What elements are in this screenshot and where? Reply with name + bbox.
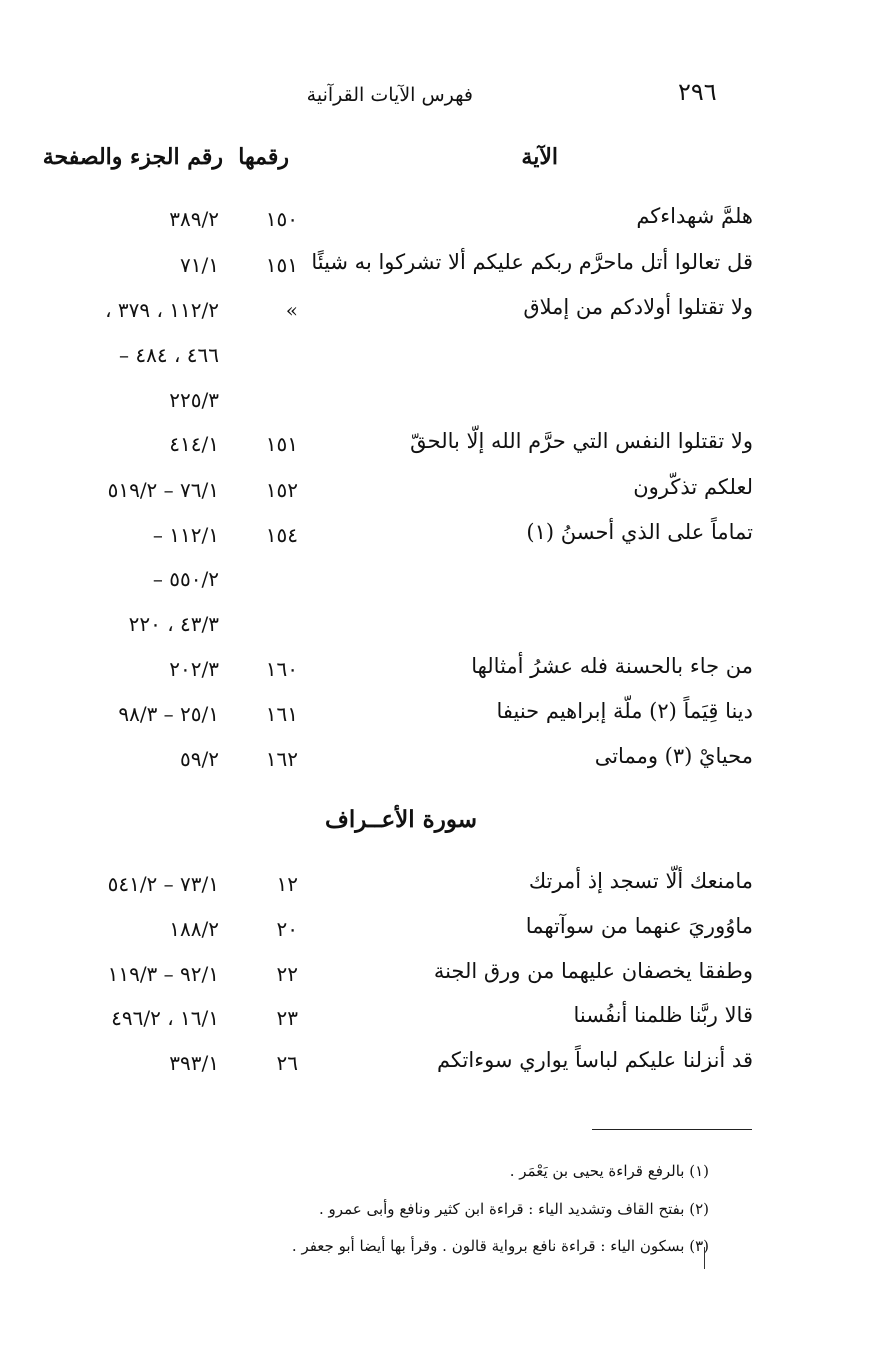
- entry-reference: ٧٣/١ – ٥٤١/٢: [107, 872, 219, 896]
- entry-number: ١٥٠: [265, 207, 298, 231]
- entry-ayah: قل تعالوا أتل ماحرَّم ربكم عليكم ألا تشركوا به شيئًا: [311, 250, 753, 274]
- entry-ayah: دينا قِيَماً (٢) ملّة إبراهيم حنيفا: [496, 699, 753, 723]
- entry-number: ١٥٤: [265, 523, 298, 547]
- entry-reference: ٤١٤/١: [169, 432, 219, 456]
- entry-reference: ١١٢/١ –: [152, 523, 219, 547]
- entry-number: ١٥٢: [265, 478, 298, 502]
- entry-number: ٢٦: [276, 1051, 298, 1075]
- entry-number: ١٥١: [265, 253, 298, 277]
- column-header-number: رقمها: [238, 144, 289, 170]
- entry-reference: ٢٠٢/٣: [169, 657, 219, 681]
- entry-reference: ٥٩/٢: [180, 747, 219, 771]
- entry-ayah: من جاء بالحسنة فله عشرُ أمثالها: [471, 654, 753, 678]
- entry-number: ٢٠: [276, 917, 298, 941]
- entry-reference: ١٨٨/٢: [169, 917, 219, 941]
- footnote-divider: [592, 1129, 752, 1130]
- entry-reference: ٧٦/١ – ٥١٩/٢: [107, 478, 219, 502]
- entry-ayah: ولا تقتلوا النفس التي حرَّم الله إلّا بالحقّ: [410, 429, 753, 453]
- surah-title: سورة الأعــراف: [325, 806, 477, 833]
- entry-ayah: ماوُوريَ عنهما من سوآتهما: [525, 914, 753, 938]
- entry-ayah: محيايْ (٣) ومماتى: [594, 744, 753, 768]
- entry-number: ١٥١: [265, 432, 298, 456]
- entry-reference: ٧١/١: [180, 253, 219, 277]
- entry-reference: ٢٥/١ – ٩٨/٣: [118, 702, 219, 726]
- entry-reference-continued: ٢٢٥/٣: [169, 388, 219, 412]
- entry-reference: ٩٢/١ – ١١٩/٣: [107, 962, 219, 986]
- entry-number: ٢٢: [276, 962, 298, 986]
- entry-number: ١٢: [276, 872, 298, 896]
- entry-number: ١٦٠: [265, 657, 298, 681]
- page-number: ٢٩٦: [678, 78, 717, 106]
- entry-ayah: وطفقا يخصفان عليهما من ورق الجنة: [433, 959, 753, 983]
- entry-ayah: قالا ربَّنا ظلمنا أنفُسنا: [573, 1003, 753, 1027]
- column-header-ayah: الآية: [521, 144, 558, 170]
- column-header-reference: رقم الجزء والصفحة: [42, 144, 223, 170]
- footnote: (٣) بسكون الياء : قراءة نافع برواية قالون . وقرأ بها أيضا أبو جعفر .: [291, 1237, 709, 1255]
- entry-number: ١٦١: [265, 702, 298, 726]
- entry-ayah: لعلكم تذكّرون: [633, 475, 753, 499]
- margin-mark: [704, 1247, 705, 1269]
- entry-number: ١٦٢: [265, 747, 298, 771]
- running-head: فهرس الآيات القرآنية: [306, 84, 473, 106]
- footnote: (٢) بفتح القاف وتشديد الياء : قراءة ابن كثير ونافع وأبى عمرو .: [319, 1200, 709, 1218]
- entry-number: ٢٣: [276, 1006, 298, 1030]
- entry-ayah: تماماً على الذي أحسنُ (١): [526, 520, 753, 544]
- entry-ayah: مامنعك ألّا تسجد إذ أمرتك: [528, 869, 753, 893]
- entry-reference: ٣٨٩/٢: [169, 207, 219, 231]
- entry-reference-continued: ٥٥٠/٢ –: [152, 567, 219, 591]
- entry-reference: ١٦/١ ، ٤٩٦/٢: [111, 1006, 219, 1030]
- entry-ayah: ولا تقتلوا أولادكم من إملاق: [523, 295, 753, 319]
- footnote: (١) بالرفع قراءة يحيى بن يَعْمَر .: [509, 1162, 709, 1180]
- entry-ayah: هلمَّ شهداءكم: [636, 204, 753, 228]
- entry-ayah: قد أنزلنا عليكم لباساً يواري سوءاتكم: [436, 1048, 753, 1072]
- entry-reference: ٣٩٣/١: [169, 1051, 219, 1075]
- entry-reference: ١١٢/٢ ، ٣٧٩ ،: [105, 298, 219, 322]
- entry-number: »: [285, 298, 298, 322]
- entry-reference-continued: ٤٣/٣ ، ٢٢٠: [128, 612, 219, 636]
- entry-reference-continued: ٤٦٦ ، ٤٨٤ –: [119, 343, 219, 367]
